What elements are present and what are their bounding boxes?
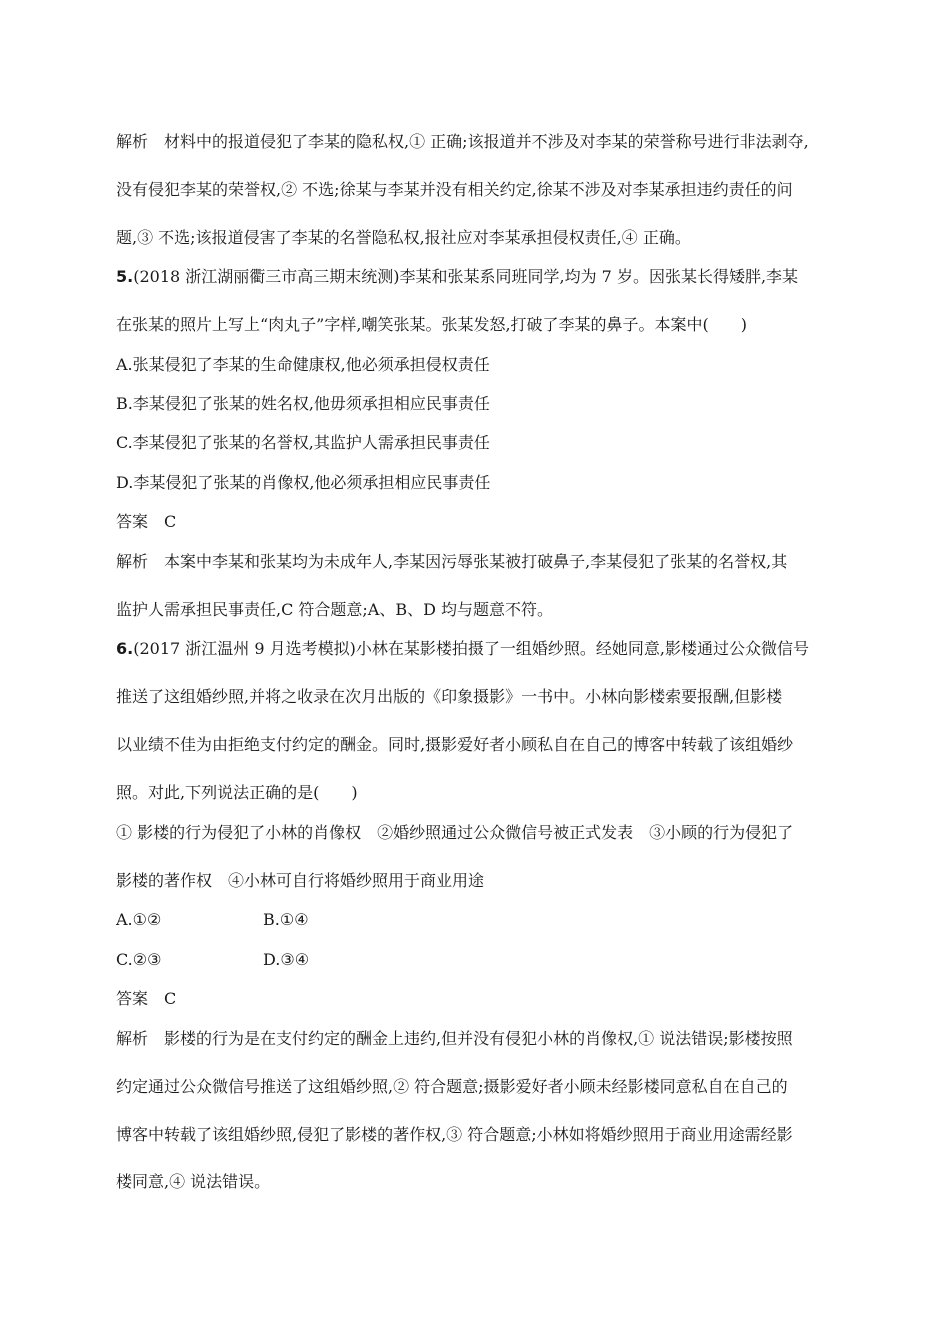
question-5-stem	[116, 267, 798, 287]
analysis-line: 约定通过公众微信号推送了这组婚纱照,② 符合题意;摄影爱好者小顾未经影楼同意私自在自己的	[116, 1077, 788, 1096]
answer: 答案 C	[116, 989, 177, 1008]
question-6-stem-line: 照。对此,下列说法正确的是( )	[116, 783, 358, 802]
stem-text: (2017 浙江温州 9 月选考模拟)小林在某影楼拍摄了一组婚纱照。经她同意,影楼通过公众微信号	[133, 639, 809, 658]
analysis-line: 监护人需承担民事责任,C 符合题意;A、B、D 均与题意不符。	[116, 600, 554, 619]
option-b: B.李某侵犯了张某的姓名权,他毋须承担相应民事责任	[116, 394, 490, 413]
option-c: C.李某侵犯了张某的名誉权,其监护人需承担民事责任	[116, 433, 490, 452]
option-a: A.①②	[116, 910, 162, 929]
analysis-line: 题,③ 不选;该报道侵害了李某的名誉隐私权,报社应对李某承担侵权责任,④ 正确。	[116, 228, 691, 247]
analysis-line: 解析 材料中的报道侵犯了李某的隐私权,① 正确;该报道并不涉及对李某的荣誉称号进行非法剥夺,	[116, 132, 809, 151]
option-a: A.张某侵犯了李某的生命健康权,他必须承担侵权责任	[116, 355, 490, 374]
question-6-stem	[116, 639, 809, 659]
option-d: D.③④	[263, 950, 310, 969]
question-number: 5.	[116, 267, 134, 286]
analysis-line: 博客中转载了该组婚纱照,侵犯了影楼的著作权,③ 符合题意;小林如将婚纱照用于商业用途需经影	[116, 1125, 793, 1144]
option-d: D.李某侵犯了张某的肖像权,他必须承担相应民事责任	[116, 473, 491, 492]
analysis-line: 楼同意,④ 说法错误。	[116, 1172, 271, 1191]
option-b: B.①④	[263, 910, 309, 929]
answer: 答案 C	[116, 512, 177, 531]
statement-line: ① 影楼的行为侵犯了小林的肖像权 ②婚纱照通过公众微信号被正式发表 ③小顾的行为侵犯了	[116, 823, 794, 842]
analysis-line: 解析 影楼的行为是在支付约定的酬金上违约,但并没有侵犯小林的肖像权,① 说法错误;影楼按照	[116, 1029, 793, 1048]
statement-line: 影楼的著作权 ④小林可自行将婚纱照用于商业用途	[116, 871, 485, 890]
analysis-line: 没有侵犯李某的荣誉权,② 不选;徐某与李某并没有相关约定,徐某不涉及对李某承担违约责任的问	[116, 180, 793, 199]
question-number: 6.	[116, 639, 134, 658]
question-6-stem-line: 推送了这组婚纱照,并将之收录在次月出版的《印象摄影》一书中。小林向影楼索要报酬,但影楼	[116, 687, 783, 706]
question-5-stem-line: 在张某的照片上写上“肉丸子”字样,嘲笑张某。张某发怒,打破了李某的鼻子。本案中( )	[116, 315, 748, 334]
question-6-stem-line: 以业绩不佳为由拒绝支付约定的酬金。同时,摄影爱好者小顾私自在自己的博客中转载了该组婚纱	[116, 735, 794, 754]
stem-text: (2018 浙江湖丽衢三市高三期末统测)李某和张某系同班同学,均为 7 岁。因张某长得矮胖,李某	[133, 267, 799, 286]
analysis-line: 解析 本案中李某和张某均为未成年人,李某因污辱张某被打破鼻子,李某侵犯了张某的名誉权,其	[116, 552, 788, 571]
option-c: C.②③	[116, 950, 162, 969]
